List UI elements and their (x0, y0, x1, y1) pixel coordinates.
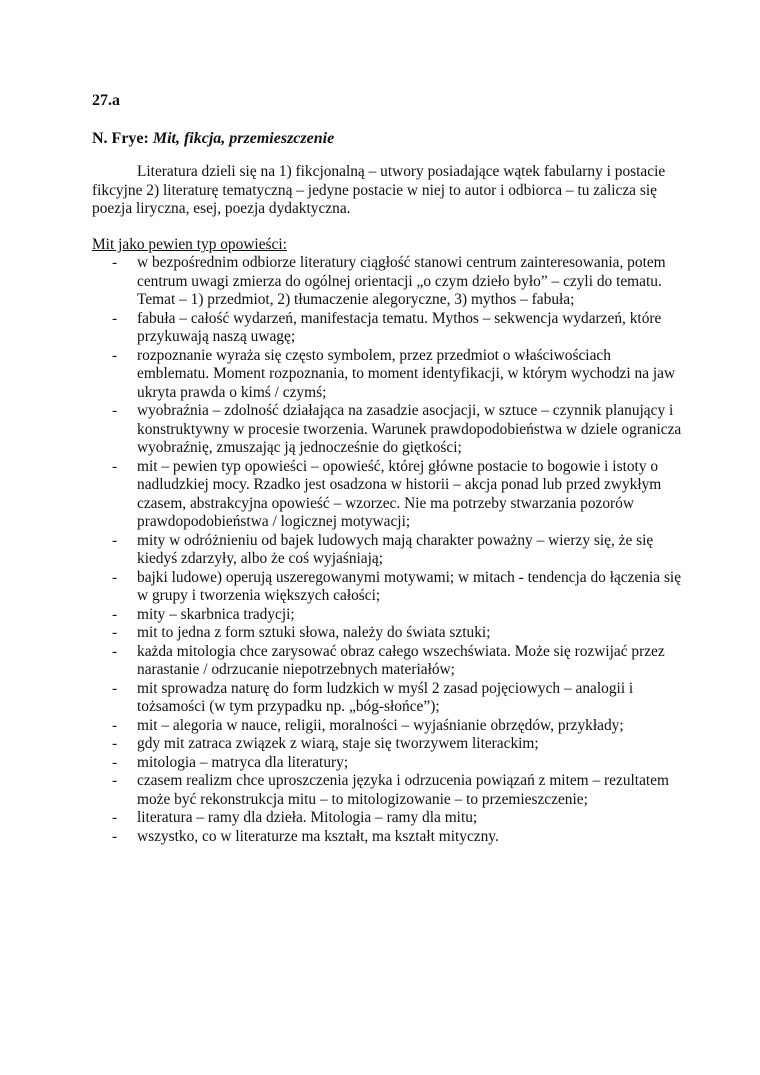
list-item-text: literatura – ramy dla dzieła. Mitologia – ramy dla mitu; (137, 809, 478, 826)
intro-paragraph: Literatura dzieli się na 1) fikcjonalną – utwory posiadające wątek fabularny i postacie fikcyjne 2) literaturę tematyczną – jedyne postacie w niej to autor i odbiorca – tu zalicza się poezja liryczna, esej, poezja dydaktyczna. (92, 163, 666, 217)
bullet-marker: - (112, 735, 118, 752)
page-title (92, 130, 334, 148)
list-item-text: mit sprowadza naturę do form ludzkich w myśl 2 zasad pojęciowych – analogii i tożsamości (w tym przypadku np. „bóg-słońce”); (137, 679, 634, 715)
bullet-marker: - (112, 624, 118, 641)
list-item-text: rozpoznanie wyraża się często symbolem, przez przedmiot o właściwościach emblematu. Moment rozpoznania, to moment identyfikacji, w którym wychodzi na jaw ukryta prawda o kimś / czymś; (137, 346, 676, 401)
list-item (92, 717, 682, 736)
list-item-text: wszystko, co w literaturze ma kształt, ma kształt mityczny. (137, 827, 499, 845)
list-item (92, 624, 682, 643)
bullet-marker: - (112, 642, 118, 660)
list-item-text: mity – skarbnica tradycji; (137, 605, 295, 623)
bullet-marker: - (112, 753, 118, 771)
subheading: Mit jako pewien typ opowieści: (92, 236, 287, 253)
bullet-list (92, 254, 682, 846)
list-item-text: bajki ludowe) operują uszeregowanymi motywami; w mitach - tendencja do łączenia się w grupy i tworzenia większych całości; (137, 568, 682, 604)
list-item (92, 643, 682, 680)
list-item (92, 347, 682, 403)
bullet-marker: - (112, 402, 118, 419)
heading-author: N. Frye: (92, 130, 149, 147)
list-item-text: w bezpośrednim odbiorze literatury ciągłość stanowi centrum zainteresowania, potem centrum uwagi zmierza do ogólnej orientacji „o czym dzieło było” – czyli do tematu. Temat – 1) przedmiot, 2) tłumaczenie alegoryczne, 3) mythos – fabuła; (137, 254, 666, 308)
list-item (92, 532, 682, 569)
list-item (92, 828, 682, 847)
bullet-marker: - (112, 531, 118, 549)
list-item-text: mitologia – matryca dla literatury; (137, 753, 349, 771)
bullet-marker: - (112, 346, 118, 364)
list-item-text: fabuła – całość wydarzeń, manifestacja tematu. Mythos – sekwencja wydarzeń, które przykuwają naszą uwagę; (137, 309, 662, 345)
bullet-marker: - (112, 605, 118, 623)
list-item (92, 310, 682, 347)
section-number: 27.a (92, 92, 120, 109)
list-item-text: mit – alegoria w nauce, religii, moralności – wyjaśnianie obrzędów, przykłady; (137, 716, 624, 734)
list-item-text: mity w odróżnieniu od bajek ludowych mają charakter poważny – wierzy się, że się kiedyś zdarzyły, albo że coś wyjaśniają; (137, 531, 654, 567)
bullet-marker: - (112, 309, 118, 327)
list-item (92, 809, 682, 828)
bullet-marker: - (112, 772, 118, 789)
list-item-text: każda mitologia chce zarysować obraz całego wszechświata. Może się rozwijać przez narastanie / odrzucanie niepotrzebnych materiałów; (137, 642, 665, 678)
list-item (92, 680, 682, 717)
list-item-text: czasem realizm chce uproszczenia języka i odrzucenia powiązań z mitem – rezultatem może być rekonstrukcja mitu – to mitologizowanie – to przemieszczenie; (137, 772, 669, 808)
heading-title: Mit, fikcja, przemieszczenie (152, 130, 335, 147)
list-item-text: mit – pewien typ opowieści – opowieść, której główne postacie to bogowie i istoty o nadludzkiej mocy. Rzadko jest osadzona w historii – akcja ponad lub przed zwykłym czasem, abstrakcyjna opowieść – wzorzec. Nie ma potrzeby stwarzania pozorów prawdopodobieństwa / logicznej motywacji; (137, 457, 662, 530)
list-item (92, 772, 682, 809)
bullet-marker: - (112, 827, 118, 845)
bullet-marker: - (112, 809, 118, 826)
list-item (92, 254, 682, 310)
list-item (92, 735, 682, 754)
bullet-marker: - (112, 568, 118, 586)
list-item (92, 402, 682, 458)
bullet-marker: - (112, 457, 118, 475)
list-item (92, 569, 682, 606)
list-item-text: wyobraźnia – zdolność działająca na zasadzie asocjacji, w sztuce – czynnik planujący i konstruktywny w procesie tworzenia. Warunek prawdopodobieństwa w dziele ogranicza wyobraźnię, zmuszając ją jednocześnie do giętkości; (137, 402, 682, 456)
list-item (92, 754, 682, 773)
list-item (92, 606, 682, 625)
list-item-text: gdy mit zatraca związek z wiarą, staje się tworzywem literackim; (137, 735, 539, 752)
bullet-marker: - (112, 254, 118, 271)
list-item (92, 458, 682, 532)
list-item-text: mit to jedna z form sztuki słowa, należy do świata sztuki; (137, 624, 491, 641)
bullet-marker: - (112, 716, 118, 734)
bullet-marker: - (112, 679, 118, 697)
